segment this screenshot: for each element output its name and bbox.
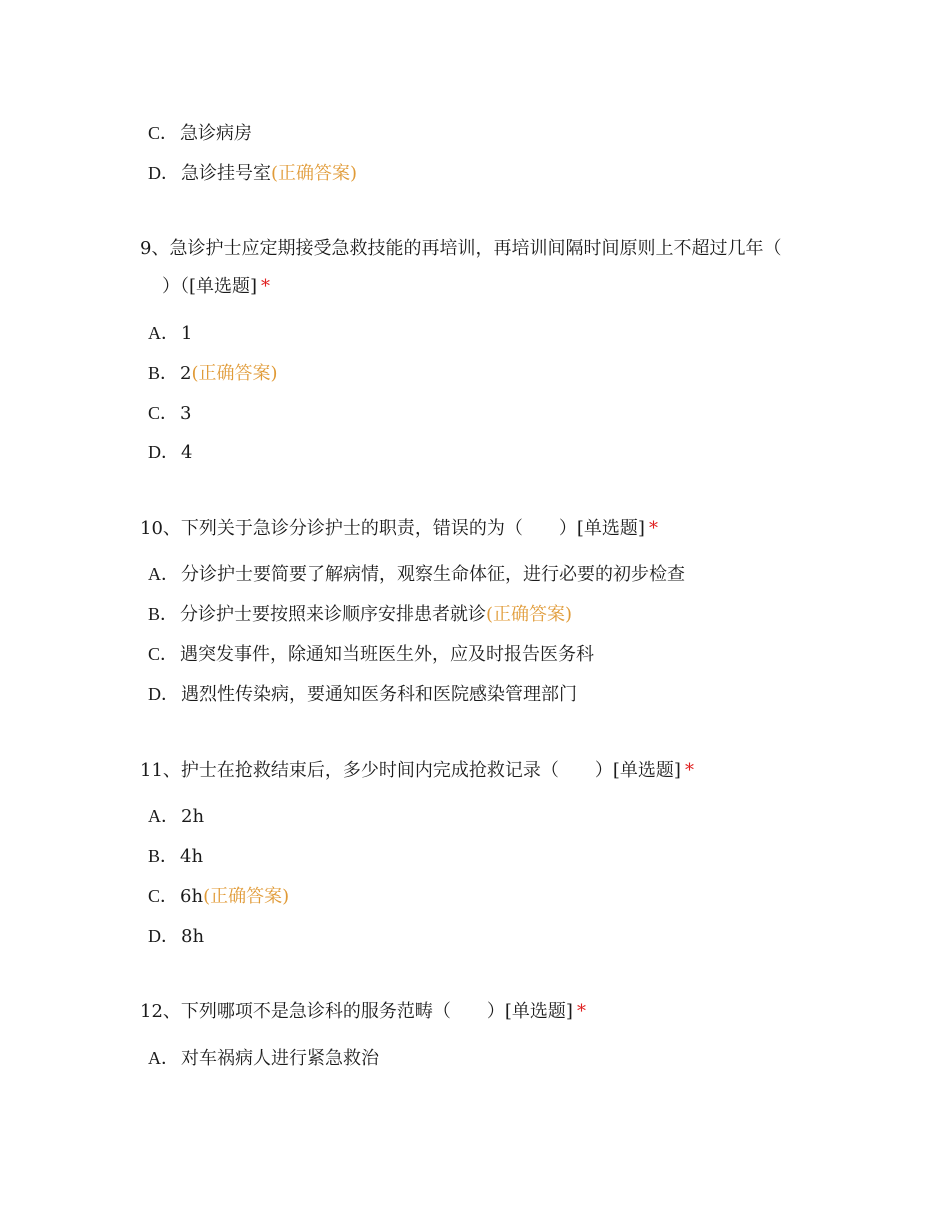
q10-option-b (148, 602, 572, 627)
question-text: 10、下列关于急诊分诊护士的职责，错误的为（ ）[单选题] (140, 518, 645, 539)
q8-option-c (148, 121, 252, 146)
option-text: 2 (180, 363, 192, 384)
question-10-title (140, 517, 658, 541)
q8-option-d (148, 161, 357, 186)
option-text: 分诊护士要简要了解病情，观察生命体征，进行必要的初步检查 (181, 564, 685, 585)
option-text: 急诊病房 (180, 123, 253, 144)
option-text: 8h (181, 926, 205, 947)
question-text: 11、护士在抢救结束后，多少时间内完成抢救记录（ ）[单选题] (140, 760, 681, 781)
question-9-title-cont (162, 275, 270, 299)
q9-option-c (148, 401, 191, 426)
q9-option-d (148, 440, 192, 465)
option-text: 3 (180, 403, 192, 424)
option-letter: C． (148, 123, 179, 143)
option-text: 遇烈性传染病，要通知医务科和医院感染管理部门 (181, 684, 577, 705)
option-text: 急诊挂号室 (181, 163, 271, 184)
correct-answer-mark: (正确答案) (191, 363, 278, 384)
option-letter: C． (148, 886, 179, 906)
question-text: 12、下列哪项不是急诊科的服务范畴（ ）[单选题] (140, 1001, 573, 1022)
option-letter: A． (148, 564, 179, 584)
option-text: 对车祸病人进行紧急救治 (181, 1048, 379, 1069)
option-text: 4h (180, 846, 204, 867)
q11-option-a (148, 804, 204, 829)
option-letter: D． (148, 442, 179, 462)
required-asterisk: * (648, 518, 658, 539)
q11-option-c (148, 884, 289, 909)
q9-option-b (148, 361, 278, 386)
q10-option-a (148, 562, 685, 587)
q10-option-c (148, 642, 594, 667)
option-text: 6h (180, 886, 204, 907)
option-letter: A． (148, 1048, 179, 1068)
required-asterisk: * (261, 276, 271, 297)
option-text: 分诊护士要按照来诊顺序安排患者就诊 (180, 604, 487, 625)
option-text: 遇突发事件，除通知当班医生外，应及时报告医务科 (180, 644, 595, 665)
question-text: ）（[单选题] (162, 276, 258, 297)
correct-answer-mark: (正确答案) (271, 163, 358, 184)
question-12-title (140, 1000, 586, 1024)
required-asterisk: * (684, 760, 694, 781)
question-text: 9、急诊护士应定期接受急救技能的再培训，再培训间隔时间原则上不超过几年（ (140, 238, 782, 259)
required-asterisk: * (576, 1001, 586, 1022)
option-letter: B． (148, 363, 179, 383)
q10-option-d (148, 682, 577, 707)
option-letter: D． (148, 926, 179, 946)
correct-answer-mark: (正确答案) (203, 886, 290, 907)
option-letter: B． (148, 846, 179, 866)
q11-option-d (148, 924, 204, 949)
question-9-title (140, 237, 781, 261)
q12-option-a (148, 1046, 379, 1071)
q11-option-b (148, 844, 203, 869)
option-letter: A． (148, 806, 179, 826)
option-text: 4 (181, 442, 193, 463)
question-11-title (140, 759, 694, 783)
option-letter: D． (148, 684, 179, 704)
option-letter: C． (148, 644, 179, 664)
option-letter: C． (148, 403, 179, 423)
option-letter: A． (148, 323, 179, 343)
option-text: 2h (181, 806, 205, 827)
correct-answer-mark: (正确答案) (486, 604, 573, 625)
option-text: 1 (181, 323, 193, 344)
q9-option-a (148, 321, 192, 346)
option-letter: D． (148, 163, 179, 183)
option-letter: B． (148, 604, 179, 624)
